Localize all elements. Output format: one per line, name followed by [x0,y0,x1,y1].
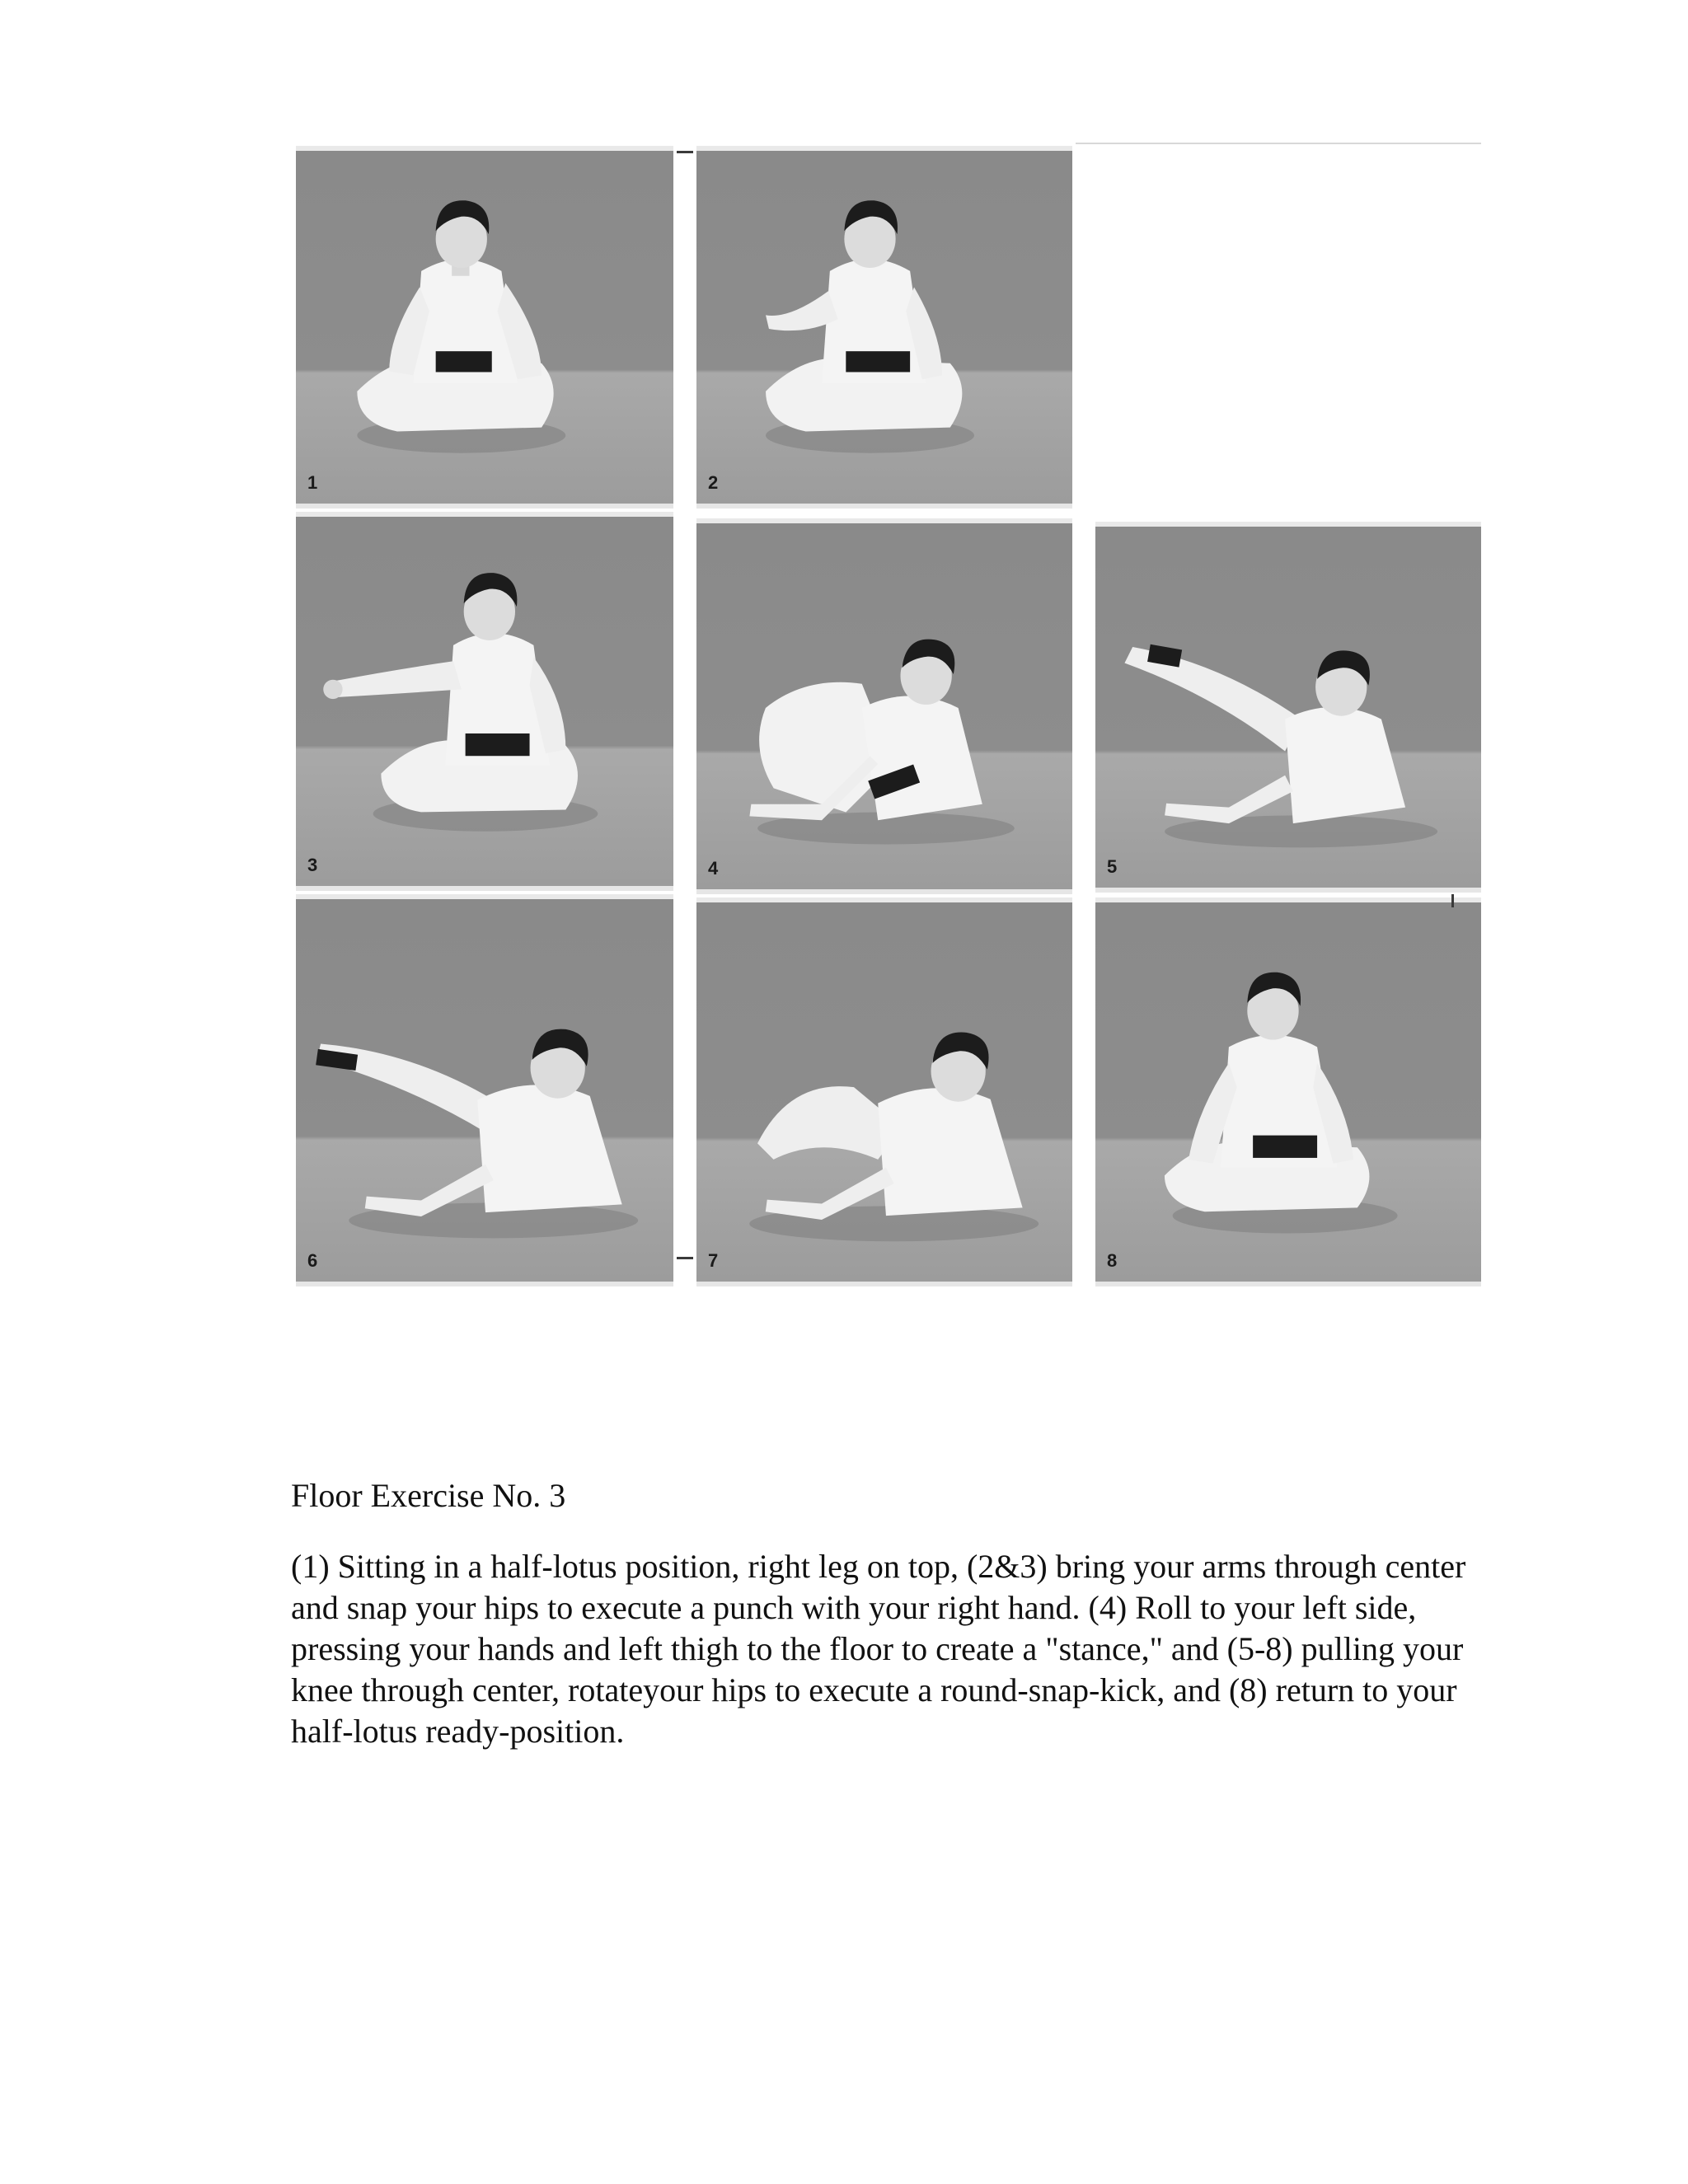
photo-5-figure [1095,527,1481,888]
exercise-photo-sequence [293,143,1481,1290]
photo-number-4: 4 [708,858,719,879]
photo-3-figure [296,517,673,886]
photo-frame-2 [696,146,1072,509]
exercise-caption [291,1475,1486,1752]
photo-1-figure [296,151,673,504]
photo-8-figure [1095,902,1481,1282]
photo-number-6: 6 [307,1250,318,1271]
photo-number-8: 8 [1107,1250,1118,1271]
exercise-description: (1) Sitting in a half-lotus position, right leg on top, (2&3) bring your arms through center and snap your hips to execute a punch with your right hand. (4) Roll to your left side, pressing your hands and left thigh to the floor to create a "stance," and (5-8) pulling your knee through center, rotateyour hips to execute a round-snap-kick, and (8) return to your half-lotus ready-position. [291,1548,1466,1750]
photo-number-7: 7 [708,1250,719,1271]
photo-frame-6 [296,894,673,1286]
photo-number-3: 3 [307,855,318,875]
photo-number-5: 5 [1107,856,1118,877]
photo-frame-5 [1095,522,1481,893]
gutter-mark-bottom [677,1257,693,1259]
photo-number-1: 1 [307,472,318,493]
photo-7-figure [696,902,1072,1282]
gutter-mark-right [1451,894,1454,907]
gutter-mark-top [677,151,693,153]
blank-area [1076,143,1481,522]
photo-frame-4 [696,518,1072,894]
photo-4-figure [696,523,1072,889]
photo-number-2: 2 [708,472,719,493]
photo-frame-3 [296,512,673,891]
photo-frame-7 [696,898,1072,1286]
photo-6-figure [296,899,673,1282]
photo-frame-1 [296,146,673,509]
photo-2-figure [696,151,1072,504]
photo-frame-8 [1095,898,1481,1286]
exercise-title: Floor Exercise No. 3 [291,1477,566,1514]
